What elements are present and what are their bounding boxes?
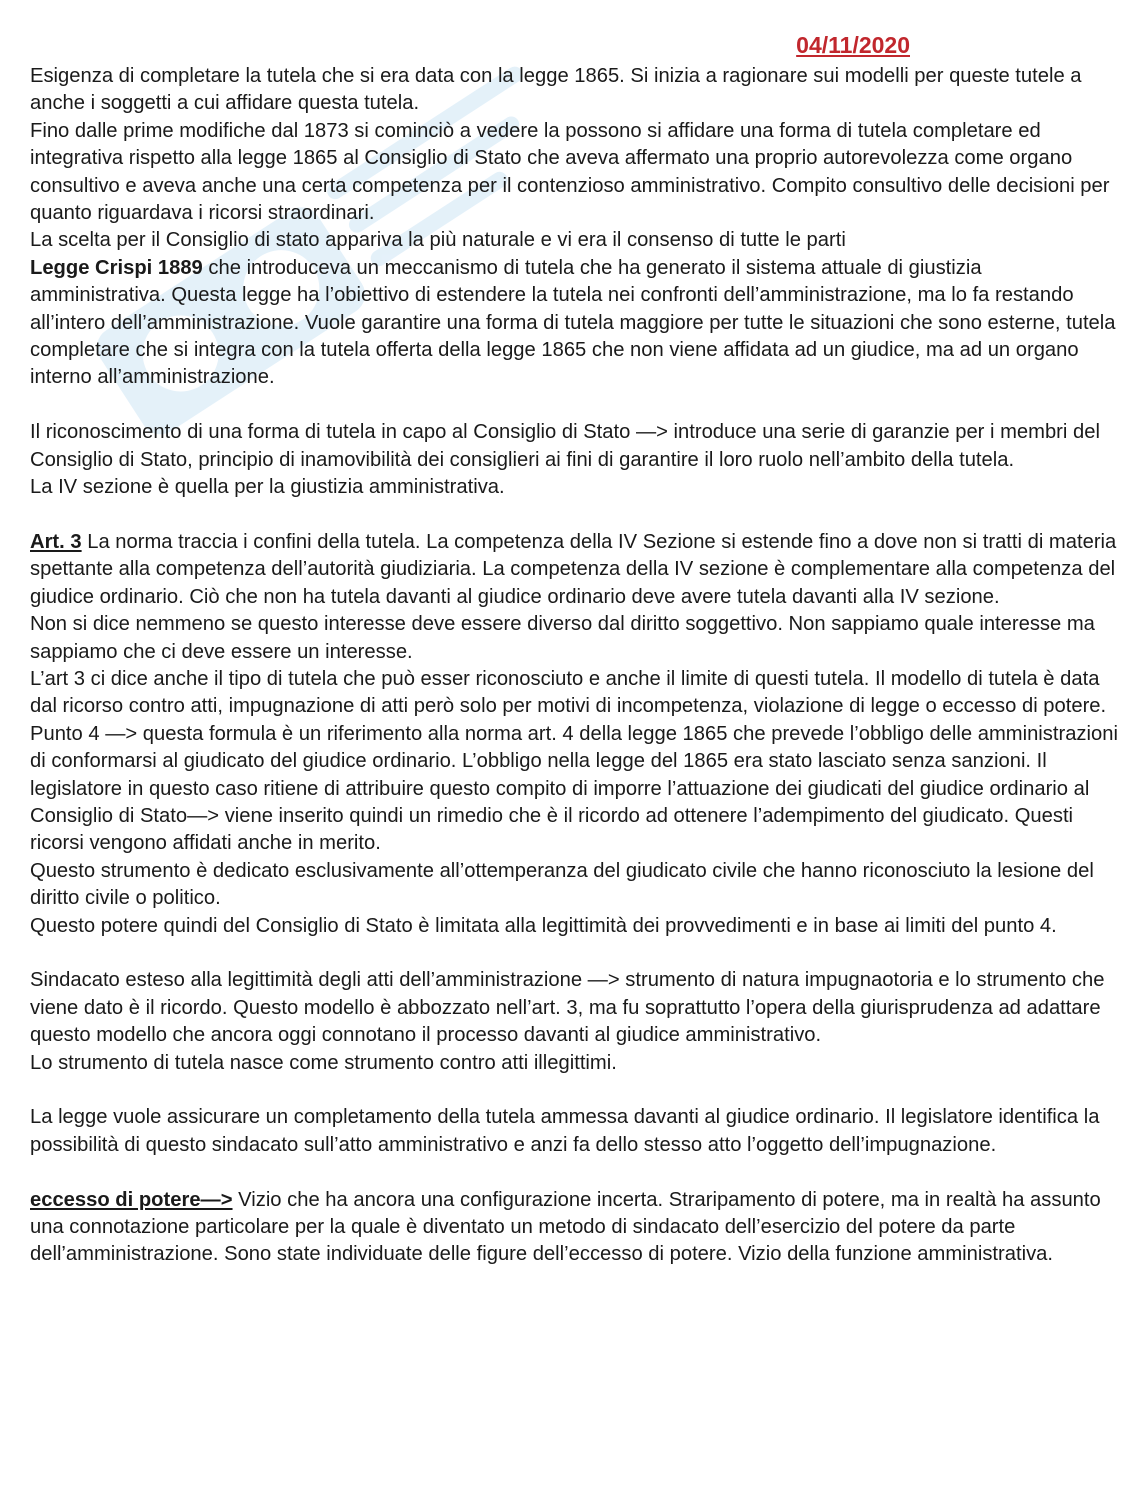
- paragraph-1: Esigenza di completare la tutela che si era data con la legge 1865. Si inizia a ragionare sui modelli per queste tutele a anche i soggetti a cui affidare questa tutela.: [30, 65, 1082, 115]
- keyword-art3: Art. 3: [30, 530, 82, 553]
- paragraph-14: Lo strumento di tutela nasce come strumento contro atti illegittimi.: [30, 1051, 617, 1074]
- paragraph-10: Punto 4 —> questa formula è un riferimento alla norma art. 4 della legge 1865 che prevede l’obbligo delle amministrazioni di conformarsi al giudicato del giudice ordinario. L’obbligo nella legge del 1865 era stato lasciato senza sanzioni. Il legislatore in questo caso ritiene di attribuire questo compito di imporre l’attuazione dei giudicati del giudice ordinario al Consiglio di Stato—> viene inserito quindi un rimedio che è il ricordo ad ottenere l’adempimento del giudicato. Questi ricorsi vengono affidati anche in merito.: [30, 722, 1118, 855]
- paragraph-gap: [30, 1077, 1120, 1104]
- notes-body: [30, 30, 1120, 1269]
- paragraph-13: Sindacato esteso alla legittimità degli atti dell’amministrazione —> strumento di natura impugnaotoria e lo strumento che viene dato è il ricordo. Questo modello è abbozzato nell’art. 3, ma fu soprattutto l’opera della giurisprudenza ad adattare questo modello che ancora oggi connotano il processo davanti al giudice amministrativo.: [30, 969, 1105, 1047]
- paragraph-gap: [30, 1159, 1120, 1186]
- paragraph-2: Fino dalle prime modifiche dal 1873 si cominciò a vedere la possono si affidare una forma di tutela completare ed integrativa rispetto alla legge 1865 al Consiglio di Stato che aveva affermato una proprio autorevolezza come organo consultivo e aveva anche una certa competenza per il contenzioso amministrativo. Compito consultivo delle decisioni per quanto riguardava i ricorsi straordinari.: [30, 119, 1110, 225]
- lecture-date: 04/11/2020: [796, 32, 910, 58]
- keyword-legge-crispi: Legge Crispi 1889: [30, 256, 203, 279]
- paragraph-eccesso-di-potere: eccesso di potere—> Vizio che ha ancora una configurazione incerta. Straripamento di potere, ma in realtà ha assunto una connotazione particolare per la quale è diventato un metodo di sindacato dell’esercizio del potere da parte dell’amministrazione. Sono state individuate delle figure dell’eccesso di potere. Vizio della funzione amministrativa.: [30, 1188, 1101, 1266]
- paragraph-6: La IV sezione è quella per la giustizia amministrativa.: [30, 476, 505, 499]
- paragraph-art3: Art. 3 La norma traccia i confini della tutela. La competenza della IV Sezione si estende fino a dove non si tratti di materia spettante alla competenza dell’autorità giudiziaria. La competenza della IV sezione è complementare alla competenza del giudice ordinario. Ciò che non ha tutela davanti al giudice ordinario deve avere tutela davanti alla IV sezione.: [30, 530, 1117, 608]
- keyword-eccesso-di-potere: eccesso di potere—>: [30, 1188, 233, 1211]
- paragraph-15: La legge vuole assicurare un completamento della tutela ammessa davanti al giudice ordinario. Il legislatore identifica la possibilità di questo sindacato sull’atto amministrativo e anzi fa dello stesso atto l’oggetto dell’impugnazione.: [30, 1106, 1100, 1156]
- paragraph-gap: [30, 940, 1120, 967]
- paragraph-gap: [30, 501, 1120, 528]
- paragraph-9: L’art 3 ci dice anche il tipo di tutela che può esser riconosciuto e anche il limite di questi tutela. Il modello di tutela è data dal ricorso contro atti, impugnazione di atti però solo per motivi di incompetenza, violazione di legge o eccesso di potere.: [30, 667, 1107, 718]
- paragraph-5: Il riconoscimento di una forma di tutela in capo al Consiglio di Stato —> introduce una serie di garanzie per i membri del Consiglio di Stato, principio di inamovibilità dei consiglieri ai fini di garantire il loro ruolo nell’ambito della tutela.: [30, 421, 1100, 471]
- paragraph-gap: [30, 392, 1120, 419]
- paragraph-legge-crispi: Legge Crispi 1889 che introduceva un meccanismo di tutela che ha generato il sistema attuale di giustizia amministrativa. Questa legge ha l’obiettivo di estendere la tutela nei confronti dell’amministrazione, ma lo fa restando all’intero dell’amministrazione. Vuole garantire una forma di tutela maggiore per tutte le situazioni che sono esterne, tutela completare che si integra con la tutela offerta della legge 1865 che non viene affidata ad un giudice, ma ad un organo interno all’amministrazione.: [30, 256, 1116, 389]
- paragraph-12: Questo potere quindi del Consiglio di Stato è limitata alla legittimità dei provvedimenti e in base ai limiti del punto 4.: [30, 914, 1057, 937]
- document-page: [30, 30, 1120, 1269]
- paragraph-11: Questo strumento è dedicato esclusivamente all’ottemperanza del giudicato civile che hanno riconosciuto la lesione del diritto civile o politico.: [30, 859, 1094, 910]
- paragraph-8: Non si dice nemmeno se questo interesse deve essere diverso dal diritto soggettivo. Non sappiamo quale interesse ma sappiamo che ci deve essere un interesse.: [30, 613, 1095, 663]
- paragraph-3: La scelta per il Consiglio di stato appariva la più naturale e vi era il consenso di tutte le parti: [30, 229, 846, 252]
